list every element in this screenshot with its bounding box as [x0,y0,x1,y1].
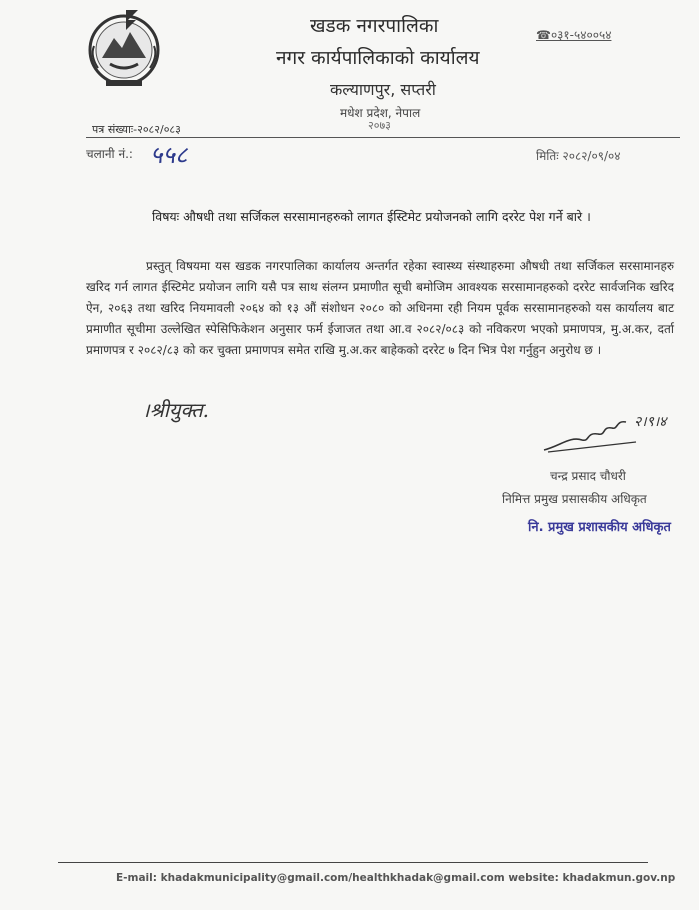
reference-number: पत्र संख्याः-२०८२/०८३ [92,123,181,136]
dispatch-number-handwritten: ५५८ [150,141,188,169]
province-name: मधेश प्रदेश, नेपाल [340,106,421,120]
signature-date: २।९।४ [634,414,667,430]
office-location: कल्याणपुर, सप्तरी [330,80,436,99]
footer-contact: E-mail: khadakmunicipality@gmail.com/healthkhadak@gmail.com website: khadakmun.gov.np [116,872,676,884]
signatory-name: चन्द्र प्रसाद चौधरी [550,469,626,483]
footer-divider [58,862,648,863]
letter-subject: विषयः औषधी तथा सर्जिकल सरसामानहरुको लागत ईस्टिमेट प्रयोजनको लागि दररेट पेश गर्ने बारे । [152,209,591,224]
letter-date: मितिः २०८२/०९/०४ [536,149,621,163]
handwritten-signature [540,406,690,456]
signatory-title: निमित्त प्रमुख प्रसासकीय अधिकृत [502,492,647,506]
established-year: २०७३ [368,119,391,132]
letter-body: प्रस्तुत् विषयमा यस खडक नगरपालिका कार्यालय अन्तर्गत रहेका स्वास्थ्य संस्थाहरुमा औषधी तथा सर्जिकल सरसामानहरु खरिद गर्न लागत ईस्टिमेट प्रयोजन लागि यसै पत्र साथ संलग्न प्रमाणीत सूची बमोजिम आवश्यक सरसामानहरुको दररेट सार्वजनिक खरिद ऐन, २०६३ तथा खरिद नियमावली २०६४ को १३ औं संशोधन २०८० को अधिनमा रही नियम पूर्वक सरसामानहरुको यस कार्यालय बाट प्रमाणीत सूचीमा उल्लेखित स्पेसिफिकेशन अनुसार फर्म ईजाजत तथा आ.व २०८२/०८३ को नविकरण भएको प्रमाणपत्र, मु.अ.कर, दर्ता प्रमाणपत्र र २०८२/८३ को कर चुक्ता प्रमाणपत्र समेत राखि मु.अ.कर बाहेकको दररेट ७ दिन भित्र पेश गर्नुहुन अनुरोध छ । [86,259,674,357]
dispatch-label: चलानी नं.: [86,147,133,161]
municipality-name: खडक नगरपालिका [310,15,439,37]
office-name: नगर कार्यपालिकाको कार्यालय [276,47,480,69]
nepal-emblem-logo [84,6,164,90]
phone-number: ☎०३१-५४००५४ [536,28,612,42]
official-seal: नि. प्रमुख प्रशासकीय अधिकृत [528,520,671,535]
handwritten-initial: ।श्रीयुक्त. [142,398,209,422]
